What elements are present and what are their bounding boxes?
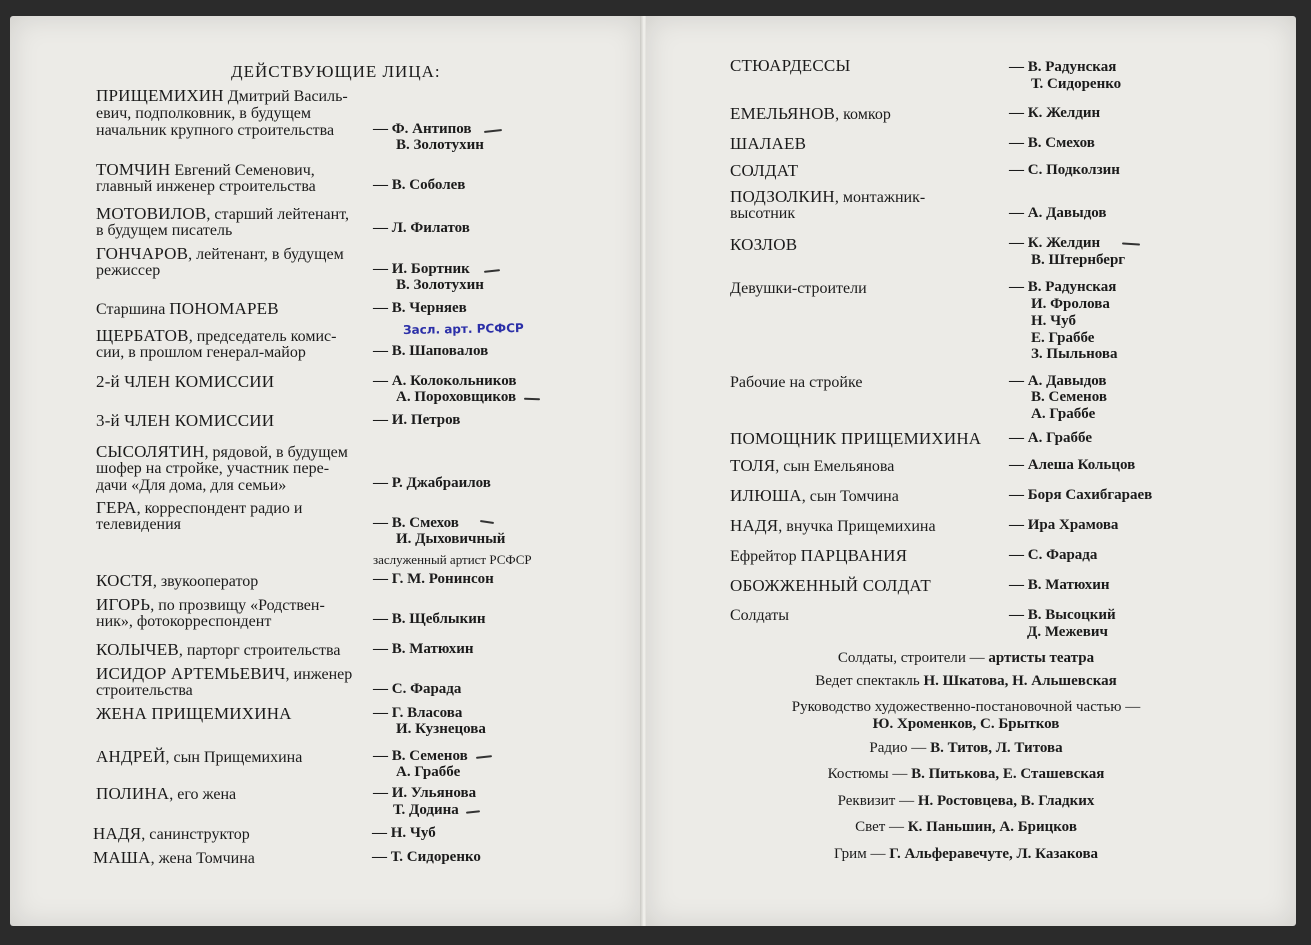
actor-name: — К. Желдин	[1009, 235, 1101, 251]
actor-name: — Алеша Кольцов	[1009, 457, 1136, 473]
actor-name: — В. Шаповалов	[373, 343, 489, 359]
actor-name: В. Семенов	[1031, 389, 1107, 405]
actor-name: — В. Черняев	[373, 300, 467, 316]
actor-name: Д. Межевич	[1027, 624, 1108, 640]
actor-name: — И. Бортник	[373, 261, 470, 277]
role-desc: евич, подполковник, в будущем	[96, 105, 312, 122]
actor-name: Н. Чуб	[1031, 313, 1076, 329]
role-name: ЩЕРБАТОВ, председатель комис-	[96, 326, 337, 345]
actor-name: А. Пороховщиков	[396, 389, 517, 405]
actor-name: И. Кузнецова	[396, 721, 486, 737]
role-desc: режиссер	[96, 262, 161, 279]
actor-name: И. Дыховичный	[396, 531, 506, 547]
actor-name: — В. Радунская	[1009, 59, 1117, 75]
role-desc: главный инженер строительства	[96, 178, 316, 195]
role-desc: шофер на стройке, участник пере-	[96, 460, 330, 477]
role-name: ЖЕНА ПРИЩЕМИХИНА	[96, 704, 292, 723]
role-name: ПОМОЩНИК ПРИЩЕМИХИНА	[730, 429, 982, 448]
role-name: МАША, жена Томчина	[93, 848, 255, 867]
actor-name: — Г. Власова	[373, 705, 463, 721]
credit-line: Реквизит — Н. Ростовцева, В. Гладких	[837, 793, 1095, 809]
role-name: ПРИЩЕМИХИН Дмитрий Василь-	[96, 86, 348, 105]
actor-name: — В. Матюхин	[373, 641, 474, 657]
role-name: МОТОВИЛОВ, старший лейтенант,	[96, 204, 349, 223]
actor-name: Т. Сидоренко	[1031, 76, 1122, 92]
role-name: ГОНЧАРОВ, лейтенант, в будущем	[96, 244, 344, 263]
ink-stamp: Засл. арт. РСФСР	[402, 320, 524, 338]
role-name: ШАЛАЕВ	[730, 134, 807, 153]
credit-line: Грим — Г. Альферавечуте, Л. Казакова	[833, 846, 1099, 862]
actor-name: — Л. Филатов	[373, 220, 470, 236]
actor-name: — Т. Сидоренко	[372, 849, 481, 865]
actor-name: З. Пыльнова	[1031, 346, 1118, 362]
credit-line: Ведет спектакль Н. Шкатова, Н. Альшевская	[815, 673, 1117, 689]
actor-name: — С. Подколзин	[1009, 162, 1120, 178]
actor-name: — С. Фарада	[1009, 547, 1098, 563]
actor-name: — В. Матюхин	[1009, 577, 1110, 593]
actor-name: — В. Смехов	[373, 515, 459, 531]
role-name: 2-й ЧЛЕН КОМИССИИ	[96, 372, 275, 391]
role-name: Старшина ПОНОМАРЕВ	[96, 299, 279, 318]
actor-name: И. Фролова	[1031, 296, 1110, 312]
role-name: ЕМЕЛЬЯНОВ, комкор	[730, 104, 891, 123]
role-name: Рабочие на стройке	[730, 374, 863, 391]
role-desc: телевидения	[96, 516, 182, 533]
credit-line: Костюмы — В. Питькова, Е. Сташевская	[827, 766, 1105, 782]
actor-name: Т. Додина	[393, 802, 459, 818]
cast-heading: ДЕЙСТВУЮЩИЕ ЛИЦА:	[231, 62, 441, 81]
credit-line: Солдаты, строители — артисты театра	[837, 650, 1095, 666]
credit-line: Радио — В. Титов, Л. Титова	[869, 740, 1063, 756]
role-desc: в будущем писатель	[96, 222, 233, 239]
actor-name: — Н. Чуб	[372, 825, 436, 841]
actor-name: — А. Граббе	[1009, 430, 1092, 446]
actor-name: — В. Высоцкий	[1009, 607, 1116, 623]
role-name: СЫСОЛЯТИН, рядовой, в будущем	[96, 442, 348, 461]
role-desc: строительства	[96, 682, 193, 699]
actor-name: — Боря Сахибгараев	[1009, 487, 1153, 503]
role-name: СОЛДАТ	[730, 161, 799, 180]
role-name: КОЛЫЧЕВ, парторг строительства	[96, 640, 341, 659]
actor-name: — А. Колокольников	[373, 373, 517, 389]
actor-name: — В. Семенов	[373, 748, 468, 764]
role-name: 3-й ЧЛЕН КОМИССИИ	[96, 411, 275, 430]
actor-name: — В. Смехов	[1009, 135, 1095, 151]
actor-name: — И. Ульянова	[373, 785, 477, 801]
actor-name: — Ира Храмова	[1009, 517, 1119, 533]
role-name: ТОЛЯ, сын Емельянова	[730, 456, 895, 475]
actor-name: — С. Фарада	[373, 681, 462, 697]
actor-name: — Ф. Антипов	[373, 121, 472, 137]
role-name: ГЕРА, корреспондент радио и	[96, 498, 303, 517]
role-name: Ефрейтор ПАРЦВАНИЯ	[730, 546, 908, 565]
actor-name: — И. Петров	[373, 412, 461, 428]
credit-line: Руководство художественно-постановочной частью —	[791, 699, 1141, 715]
role-name: ПОДЗОЛКИН, монтажник-	[730, 187, 926, 206]
role-name: АНДРЕЙ, сын Прищемихина	[96, 747, 303, 766]
actor-name: — В. Радунская	[1009, 279, 1117, 295]
actor-name: — А. Давыдов	[1009, 205, 1107, 221]
role-name: ПОЛИНА, его жена	[96, 784, 237, 803]
actor-name: В. Штернберг	[1031, 252, 1126, 268]
role-name: НАДЯ, внучка Прищемихина	[730, 516, 936, 535]
role-name: ОБОЖЖЕННЫЙ СОЛДАТ	[730, 576, 931, 595]
role-name: СТЮАРДЕССЫ	[730, 56, 851, 75]
role-desc: начальник крупного строительства	[96, 122, 335, 139]
role-name: Солдаты	[730, 607, 790, 624]
actor-name: Е. Граббе	[1031, 330, 1095, 346]
role-desc: сии, в прошлом генерал-майор	[96, 344, 306, 361]
credit-line: Свет — К. Паньшин, А. Брицков	[855, 819, 1077, 835]
role-desc: дачи «Для дома, для семьи»	[96, 477, 287, 494]
actor-name: А. Граббе	[1031, 406, 1096, 422]
credit-line: Ю. Хроменков, С. Брытков	[872, 716, 1060, 732]
role-name: ТОМЧИН Евгений Семенович,	[96, 160, 315, 179]
role-desc: высотник	[730, 205, 796, 222]
actor-name: В. Золотухин	[396, 277, 484, 293]
actor-name: — Р. Джабраилов	[373, 475, 491, 491]
role-desc: ник», фотокорреспондент	[96, 613, 272, 630]
honor-note: заслуженный артист РСФСР	[373, 552, 532, 567]
role-name: ИГОРЬ, по прозвищу «Родствен-	[96, 595, 325, 614]
actor-name: — К. Желдин	[1009, 105, 1101, 121]
actor-name: — В. Соболев	[373, 177, 466, 193]
actor-name: А. Граббе	[396, 764, 461, 780]
role-name: ИСИДОР АРТЕМЬЕВИЧ, инженер	[96, 664, 353, 683]
actor-name: — Г. М. Ронинсон	[373, 571, 494, 587]
actor-name: — В. Щеблыкин	[373, 611, 486, 627]
role-name: НАДЯ, санинструктор	[93, 824, 250, 843]
role-name: ИЛЮША, сын Томчина	[730, 486, 899, 505]
role-name: КОЗЛОВ	[730, 235, 798, 254]
actor-name: В. Золотухин	[396, 137, 484, 153]
role-name: КОСТЯ, звукооператор	[96, 571, 259, 590]
role-name: Девушки-строители	[730, 280, 867, 297]
actor-name: — А. Давыдов	[1009, 373, 1107, 389]
